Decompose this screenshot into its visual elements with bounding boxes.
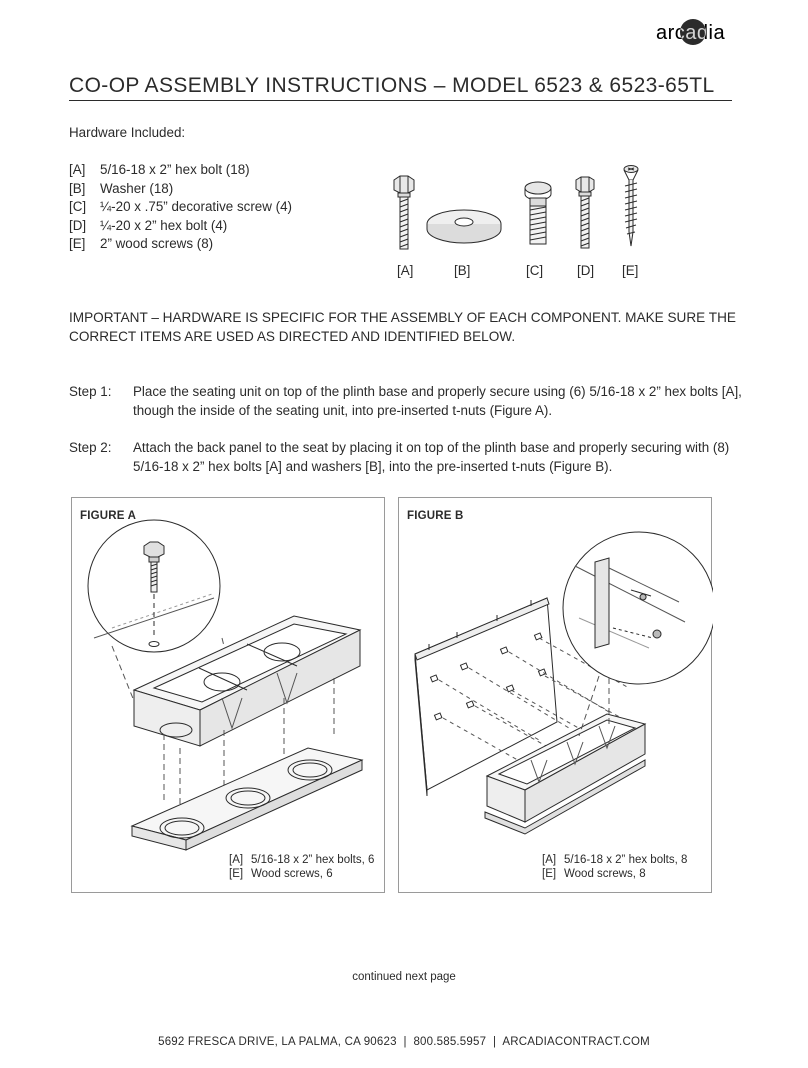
caption-tag: [E] [229,868,244,880]
step-label: Step 2: [69,440,112,455]
wood-screw-e-icon [624,166,638,247]
caption-text: 5/16-18 x 2” hex bolts, 6 [251,854,375,866]
caption-tag: [A] [229,854,244,866]
hardware-item [69,181,292,200]
caption-text: 5/16-18 x 2” hex bolts, 8 [564,854,688,866]
plinth-base-drawing [132,748,362,850]
caption-tag: [A] [542,854,557,866]
title-rule [69,100,732,101]
figure-title: FIGURE B [407,510,464,522]
hardware-tag: [C] [69,199,87,214]
hardware-tag: [E] [69,236,86,251]
figure-b-drawing [399,498,713,894]
hardware-desc: ¼-20 x 2” hex bolt (4) [100,217,228,233]
figure-a [71,497,385,893]
caption-text: Wood screws, 6 [251,868,333,880]
step-text: Place the seating unit on top of the plinth base and properly secure using (6) 5/16-18 x 2” hex bolts [A], though the inside of the seating unit, into pre-inserted t-nuts (Figure A). [133,384,742,418]
hardware-tag: [B] [69,180,86,196]
hardware-item [69,162,292,181]
caption-line [542,867,687,881]
caption-line [542,853,687,867]
decorative-screw-c-icon [525,182,551,244]
hardware-item [69,199,292,218]
hex-bolt-a-icon [394,176,414,249]
figure-b [398,497,712,893]
step-label: Step 1: [69,384,112,399]
step-2 [69,438,759,478]
logo-text: arcadia [656,22,726,44]
caption-tag: [E] [542,868,557,880]
brand-logo [656,14,742,50]
hardware-illustration [380,160,652,284]
hardware-item [69,236,292,255]
caption-text: Wood screws, 8 [564,868,646,880]
caption-line [229,853,374,867]
hex-bolt-d-icon [576,177,594,248]
illustration-label: [D] [577,263,595,278]
hardware-desc: 2” wood screws (8) [100,236,214,251]
page-title: CO-OP ASSEMBLY INSTRUCTIONS – MODEL 6523 & 6523-65TL [69,74,715,97]
figure-title: FIGURE A [80,510,137,522]
hardware-item [69,218,292,237]
illustration-label: [E] [622,263,639,278]
hardware-list [69,162,292,255]
hardware-desc: Washer (18) [100,180,174,196]
important-notice: IMPORTANT – HARDWARE IS SPECIFIC FOR THE ASSEMBLY OF EACH COMPONENT. MAKE SURE THE CORRECT ITEMS ARE USED AS DIRECTED AND IDENTIFIED BELOW. [69,310,736,344]
continued-note: continued next page [352,971,456,983]
figure-a-drawing [72,498,386,894]
illustration-label: [C] [526,263,544,278]
hardware-heading: Hardware Included: [69,125,186,140]
hardware-desc: ¼-20 x .75” decorative screw (4) [100,199,293,214]
washer-b-icon [427,210,501,243]
footer-contact: 5692 FRESCA DRIVE, LA PALMA, CA 90623 | 800.585.5957 | ARCADIACONTRACT.COM [158,1036,650,1048]
illustration-label: [B] [454,263,471,278]
hardware-desc: 5/16-18 x 2” hex bolt (18) [100,162,250,177]
figure-caption [229,853,374,881]
hardware-tag: [D] [69,217,87,233]
step-text: Attach the back panel to the seat by placing it on top of the plinth base and properly securing with (8) 5/16-18 x 2” hex bolts [A] and washers [B], into the pre-inserted t-nuts (Figure B). [133,440,730,474]
detail-circle [563,532,713,684]
figure-caption [542,853,687,881]
illustration-label: [A] [397,263,414,278]
hardware-tag: [A] [69,162,86,177]
caption-line [229,867,374,881]
step-1 [69,382,759,422]
